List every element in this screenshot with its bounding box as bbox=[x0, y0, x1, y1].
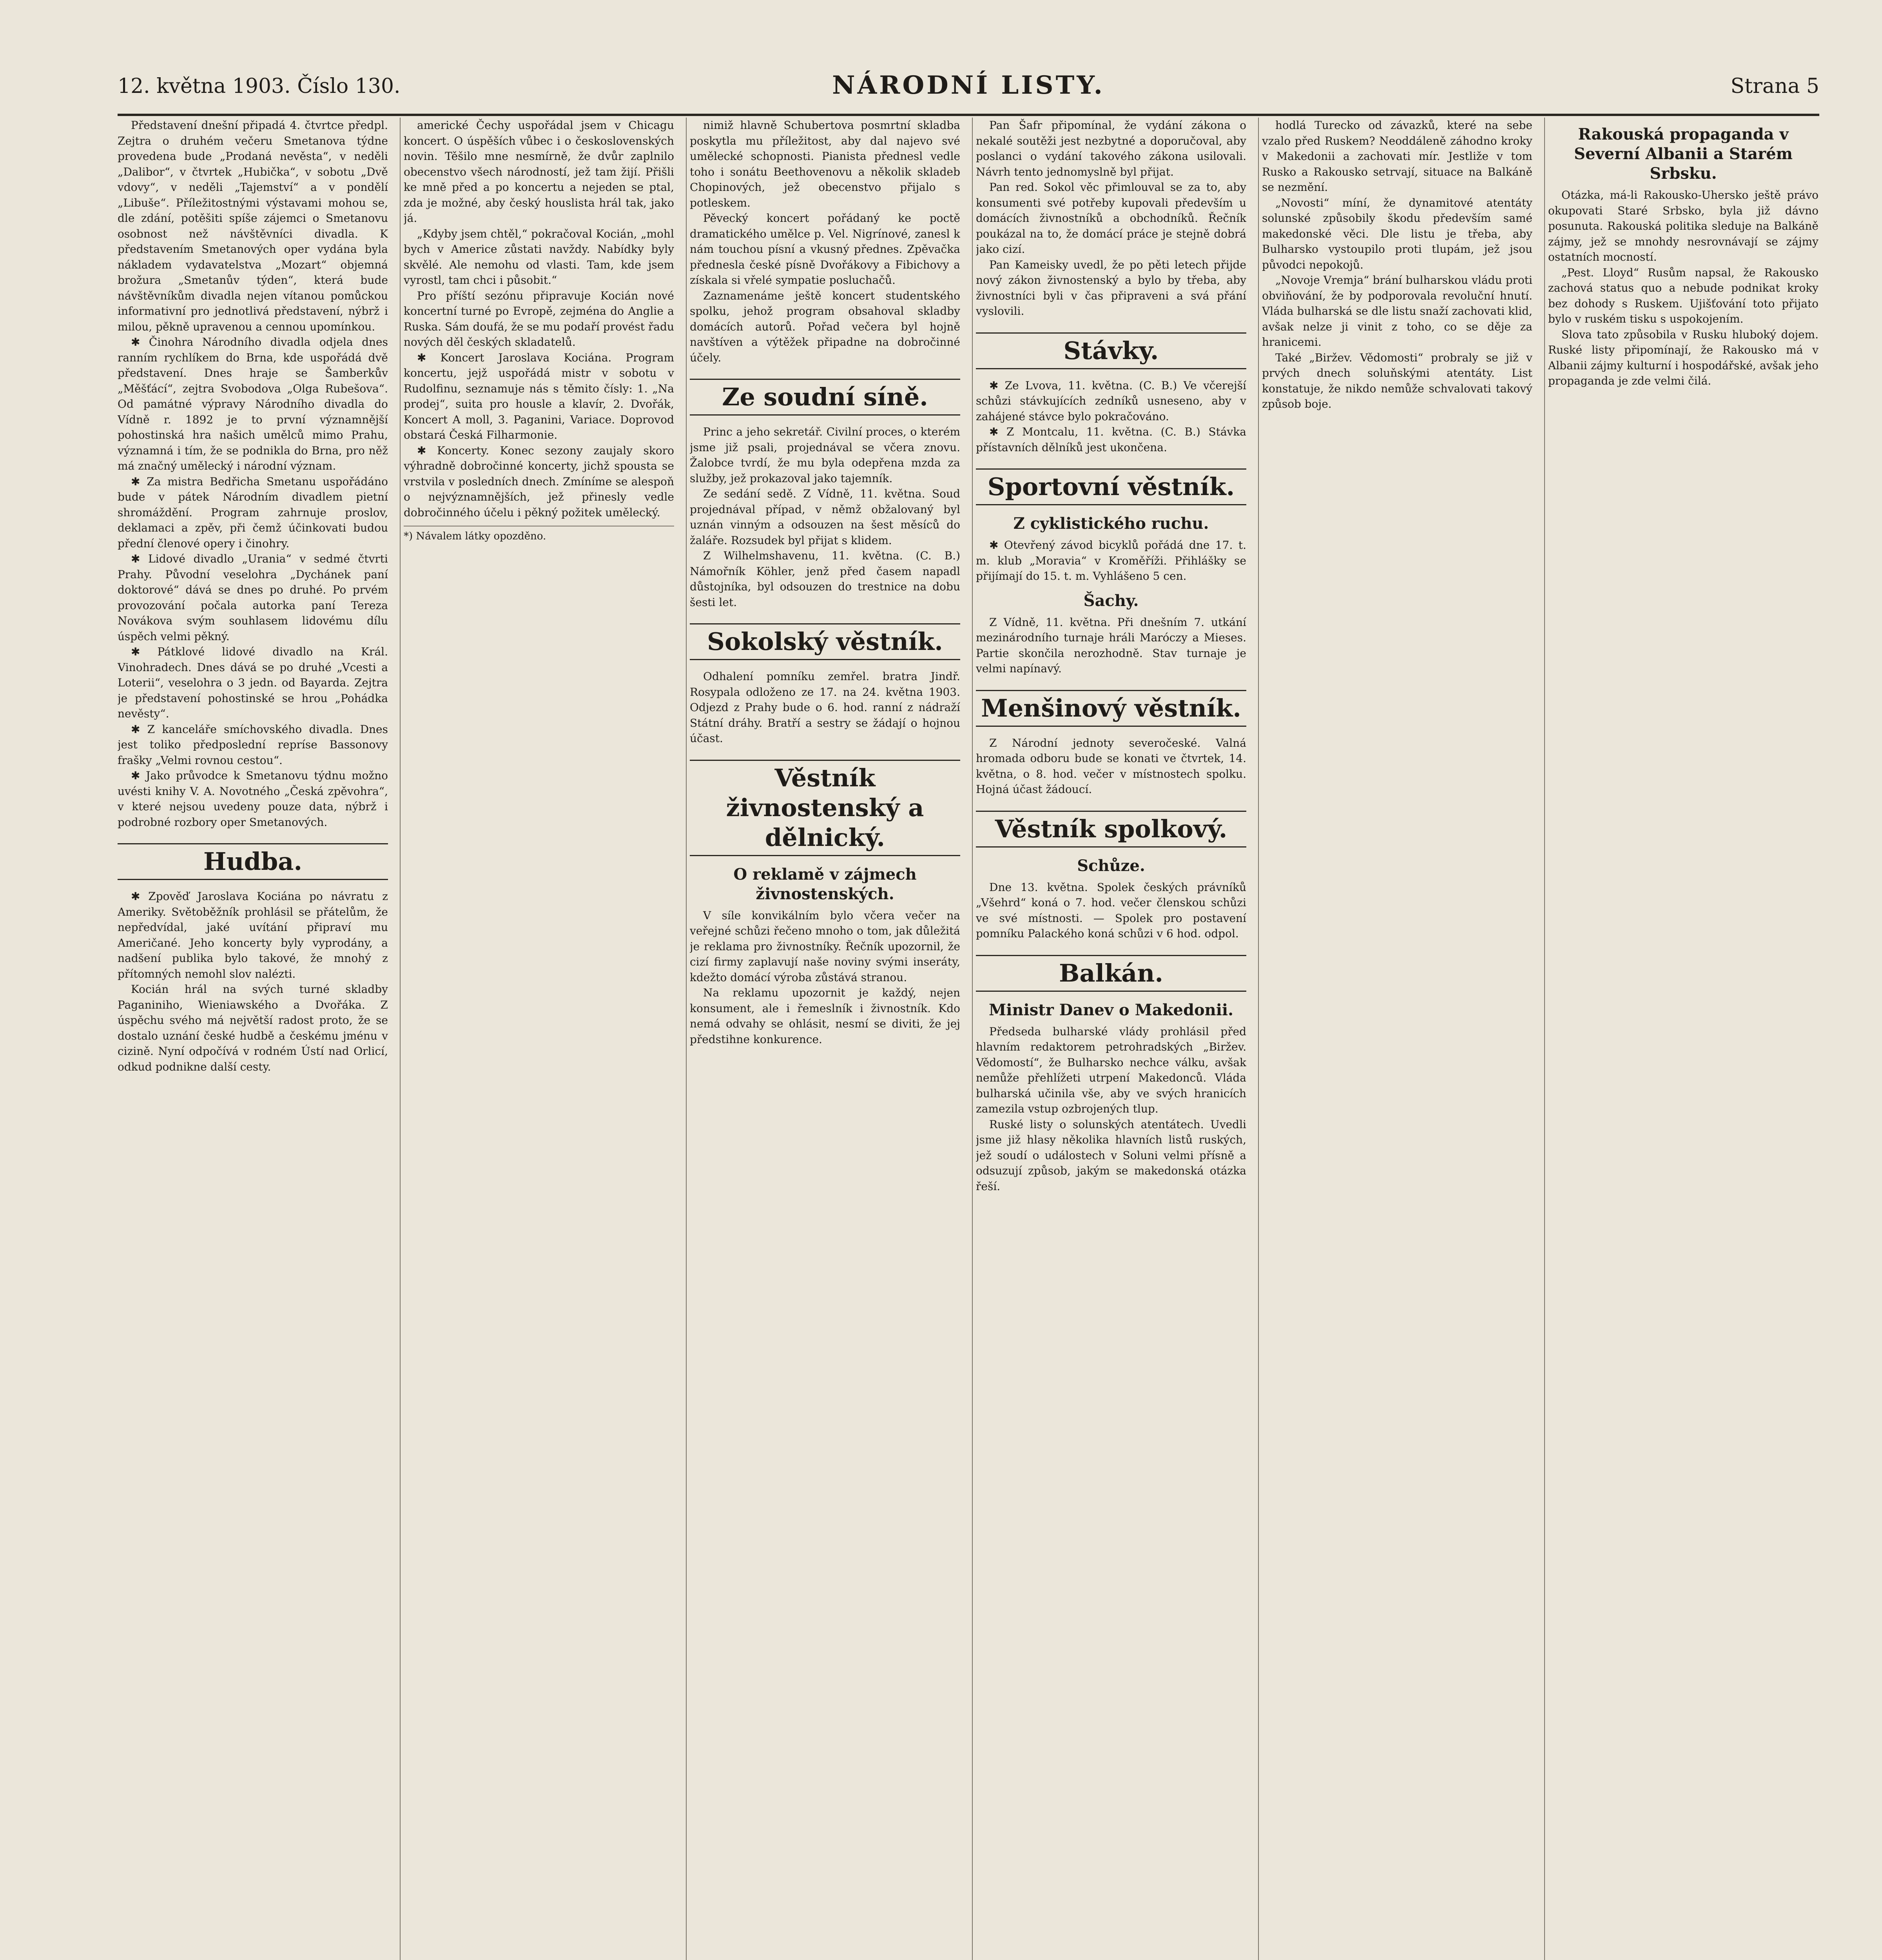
section-heading-zivnost: Věstník živnostenský a dělnický. bbox=[690, 760, 960, 856]
article-paragraph: „Kdyby jsem chtěl,“ pokračoval Kocián, „mohl bych v Americe zůstati navždy. Nabídky byly skvělé. Ale nemohu od vlasti. Tam, kde jsem vyrostl, tam chci i působit.“ bbox=[404, 227, 674, 287]
section-heading-spolky: Věstník spolkový. bbox=[976, 811, 1246, 848]
article-paragraph: Pan Šafr připomínal, že vydání zákona o nekalé soutěži jest nezbytné a doporučoval, aby poslanci o vydání takového zákona usilovali. Návrh tento jednomyslně byl přijat. bbox=[976, 119, 1246, 178]
section-heading-soudni: Ze soudní síně. bbox=[690, 379, 960, 416]
columns bbox=[118, 118, 1819, 1960]
page-number: Strana 5 bbox=[1730, 74, 1819, 98]
article-paragraph: Ze sedání sedě. Z Vídně, 11. května. Soud projednával případ, v němž obžalovaný byl uznán vinným a odsouzen na šest měsíců do žaláře. Rozsudek byl přijat s klidem. bbox=[690, 487, 960, 547]
section-heading-sport: Sportovní věstník. bbox=[976, 468, 1246, 505]
section-heading-balkan: Balkán. bbox=[976, 955, 1246, 992]
article-paragraph: Pan Kameisky uvedl, že po pěti letech přijde nový zákon živnostenský a bylo by třeba, aby živnostníci byli v čas připraveni a svá přání vyslovili. bbox=[976, 258, 1246, 318]
article-paragraph: Pěvecký koncert pořádaný ke poctě dramatického umělce p. Vel. Nigrínové, zanesl k nám touchou písní a vkusný přednes. Zpěvačka přednesla české písně Dvořákovy a Fibichovy a získala si vřelé sympatie posluchačů. bbox=[690, 212, 960, 287]
issue-date: 12. května 1903. Číslo 130. bbox=[118, 74, 401, 98]
column-rule bbox=[1544, 118, 1545, 1960]
article-paragraph: Odhalení pomníku zemřel. bratra Jindř. Rosypala odloženo ze 17. na 24. května 1903. Odjezd z Prahy bude o 6. hod. ranní z nádraží Státní dráhy. Bratří a sestry se žádají o hojnou účast. bbox=[690, 670, 960, 745]
article-paragraph: „Novoje Vremja“ brání bulharskou vládu proti obviňování, že by podporovala revoluční hnutí. Vláda bulharská se dle listu snaží zachovati klid, avšak nelze ji vinit z toho, co se děje za hranicemi. bbox=[1262, 274, 1532, 348]
article-paragraph: Na reklamu upozornit je každý, nejen konsument, ale i řemeslník i živnostník. Kdo nemá odvahy se ohlásit, nesmí se diviti, že jej předstihne konkurence. bbox=[690, 986, 960, 1046]
article-paragraph: Z Vídně, 11. května. Při dnešním 7. utkání mezinárodního turnaje hráli Maróczy a Mieses. Partie skončila nerozhodně. Stav turnaje je velmi napínavý. bbox=[976, 615, 1246, 675]
article-paragraph: Dne 13. května. Spolek českých právníků „Všehrd“ koná o 7. hod. večer členskou schůzi ve své místnosti. — Spolek pro postavení pomníku Palackého koná schůzi v 6 hod. odpol. bbox=[976, 880, 1246, 940]
section-heading-hudba: Hudba. bbox=[118, 843, 388, 880]
column-6 bbox=[1548, 118, 1819, 1960]
article-paragraph: ✱ Lidové divadlo „Urania“ v sedmé čtvrti Prahy. Původní veselohra „Dychánek paní doktorové“ dává se dnes po druhé. Po prvém provozování počala autorka paní Tereza Novákova svým souhlasem lidovému dílu úspěch velmi pěkný. bbox=[118, 552, 388, 643]
section-subheading: Ministr Danev o Makedonii. bbox=[988, 1000, 1234, 1019]
article-paragraph: ✱ Otevřený závod bicyklů pořádá dne 17. t. m. klub „Moravia“ v Kroměříži. Přihlášky se přijímají do 15. t. m. Vyhlášeno 5 cen. bbox=[976, 539, 1246, 583]
column-4 bbox=[976, 118, 1246, 1960]
section-subheading: Rakouská propaganda v Severní Albanii a Starém Srbsku. bbox=[1574, 125, 1793, 183]
column-5 bbox=[1262, 118, 1532, 1960]
column-1 bbox=[118, 118, 388, 1960]
article-paragraph: nimiž hlavně Schubertova posmrtní skladba poskytla mu příležitost, aby dal najevo své umělecké schopnosti. Pianista přednesl vedle toho i sonátu Beethovenovu a několik skladeb Chopinových, jež obecenstvo přijalo s potleskem. bbox=[690, 119, 960, 209]
column-rule bbox=[400, 118, 401, 1960]
column-3 bbox=[690, 118, 960, 1960]
article-paragraph: „Pest. Lloyd“ Rusům napsal, že Rakousko zachová status quo a nebude podnikat kroky bez dohody s Ruskem. Ujišťování toto přijato bylo v ruském tisku s uspokojením. bbox=[1548, 266, 1819, 325]
masthead bbox=[118, 67, 1819, 116]
article-paragraph: Princ a jeho sekretář. Civilní proces, o kterém jsme již psali, projednával se včera znovu. Žalobce tvrdí, že mu byla odepřena mzda za služby, jež prokazoval jako tajemník. bbox=[690, 425, 960, 485]
column-rule bbox=[686, 118, 687, 1960]
article-paragraph: Ruské listy o solunských atentátech. Uvedli jsme již hlasy několika hlavních listů ruských, jež soudí o událostech v Soluni velmi přísně a odsuzují způsob, jakým se makedonská otázka řeší. bbox=[976, 1118, 1246, 1193]
section-heading-sokol: Sokolský věstník. bbox=[690, 623, 960, 660]
article-paragraph: ✱ Koncert Jaroslava Kociána. Program koncertu, jejž uspořádá mistr v sobotu v Rudolfinu, seznamuje nás s těmito čísly: 1. „Na prodej“, suita pro housle a klavír, 2. Dvořák, Koncert A moll, 3. Paganini, Variace. Doprovod obstará Česká Filharmonie. bbox=[404, 351, 674, 441]
newspaper-title: NÁRODNÍ LISTY. bbox=[832, 71, 1105, 100]
article-paragraph: ✱ Činohra Národního divadla odjela dnes ranním rychlíkem do Brna, kde uspořádá dvě představení. Dnes hraje se Šamberkův „Měšťácí“, zejtra Svobodova „Olga Rubešova“. Od památné výpravy Národního divadla do Vídně r. 1892 je to první významnější pohostinská hra našich umělců mimo Prahu, významná i tím, že se podnikla do Brna, pro něž má značný umělecký i národní význam. bbox=[118, 336, 388, 472]
column-2 bbox=[404, 118, 674, 1960]
section-subheading: O reklamě v zájmech živnostenských. bbox=[733, 865, 917, 903]
section-subheading: Schůze. bbox=[1077, 856, 1145, 875]
article-paragraph: Kocián hrál na svých turné skladby Paganiniho, Wieniawského a Dvořáka. Z úspěchu svého má největší radost proto, že se dostalo uznání české hudbě a českému jménu v cizině. Nyní odpočívá v rodném Ústí nad Orlicí, odkud podnikne další cesty. bbox=[118, 983, 388, 1073]
article-paragraph: Otázka, má-li Rakousko-Uhersko ještě právo okupovati Staré Srbsko, byla již dávno posunuta. Rakouská politika sleduje na Balkáně zájmy, jež se mnohdy nesrovnávají se zájmy ostatních mocností. bbox=[1548, 189, 1819, 263]
article-paragraph: ✱ Zpověď Jaroslava Kociána po návratu z Ameriky. Světoběžník prohlásil se přátelům, že nepředvídal, jaké uvítání připraví mu Američané. Jeho koncerty byly vyprodány, a nadšení publika bylo takové, že mnohý z přítomných nemohl slov nalézti. bbox=[118, 890, 388, 980]
article-paragraph: ✱ Ze Lvova, 11. května. (C. B.) Ve včerejší schůzi stávkujících zedníků usneseno, aby v zahájené stávce bylo pokračováno. bbox=[976, 379, 1246, 423]
section-heading-mensiny: Menšinový věstník. bbox=[976, 690, 1246, 727]
article-paragraph: „Novosti“ míní, že dynamitové atentáty solunské způsobily škodu především samé makedonské věci. Dle listu je třeba, aby Bulharsko vystoupilo proti tlupám, jež jsou původci nepokojů. bbox=[1262, 196, 1532, 271]
article-paragraph: ✱ Pátklové lidové divadlo na Král. Vinohradech. Dnes dává se po druhé „Vcesti a Loterii“, veselohra o 3 jedn. od Bayarda. Zejtra je představení pohostinské se hrou „Pohádka nevěsty“. bbox=[118, 645, 388, 720]
article-paragraph: hodlá Turecko od závazků, které na sebe vzalo před Ruskem? Neoddáleně záhodno kroky v Makedonii a zachovati mír. Jestliže v tom Rusko a Rakousko setrvají, situace na Balkáně se nezmění. bbox=[1262, 119, 1532, 194]
article-paragraph: ✱ Za mistra Bedřicha Smetanu uspořádáno bude v pátek Národním divadlem pietní shromáždění. Program zahrnuje proslov, deklamaci a zpěv, při čemž účinkovati budou přední členové opery i činohry. bbox=[118, 475, 388, 550]
article-paragraph: Předseda bulharské vlády prohlásil před hlavním redaktorem petrohradských „Biržev. Vědomostí“, že Bulharsko nechce válku, avšak nemůže přehlížeti utrpení Makedonců. Vláda bulharská učinila vše, aby ve svých hranicích zamezila vstup ozbrojených tlup. bbox=[976, 1025, 1246, 1115]
article-paragraph: V síle konvikálním bylo včera večer na veřejné schůzi řečeno mnoho o tom, jak důležitá je reklama pro živnostníky. Řečník upozornil, že cizí firmy zaplavují naše noviny svými inseráty, kdežto domácí výroba zůstává stranou. bbox=[690, 909, 960, 984]
section-heading-stavky: Stávky. bbox=[976, 332, 1246, 369]
article-paragraph: Představení dnešní připadá 4. čtvrtce předpl. Zejtra o druhém večeru Smetanova týdne provedena bude „Prodaná nevěsta“, v neděli „Dalibor“, v čtvrtek „Hubička“, v sobotu „Dvě vdovy“, v neděli „Tajemství“ a v pondělí „Libuše“. Příležitostnými výstavami mohou se, dle zdání, potěšiti spíše zájemci o Smetanovu osobnost než návštěvníci divadla. K představením Smetanových oper vydána byla nákladem vydavatelstva „Mozart“ objemná brožura „Smetanův týden“, která bude návštěvníkům divadla nejen vítanou pomůckou informativní pro jednotlivá představení, nýbrž i milou, pěkně upravenou a cennou upomínkou. bbox=[118, 119, 388, 333]
article-paragraph: americké Čechy uspořádal jsem v Chicagu koncert. O úspěších vůbec i o československých novin. Těšilo mne nesmírně, že dvůr zaplnilo obecenstvo všech národností, jež tam žijí. Přišli ke mně před a po koncertu a nejeden se ptal, zda je možné, aby český houslista hrál tak, jako já. bbox=[404, 119, 674, 225]
article-paragraph: Pan red. Sokol věc přimlouval se za to, aby konsumenti své potřeby kupovali především u domácích živnostníků a obchodníků. Řečník poukázal na to, že domácí práce je stejně dobrá jako cizí. bbox=[976, 181, 1246, 256]
column-rule bbox=[972, 118, 973, 1960]
section-subheading: Šachy. bbox=[1083, 591, 1139, 610]
article-paragraph: Z Wilhelmshavenu, 11. května. (C. B.) Námořník Köhler, jenž před časem napadl důstojníka, byl odsouzen do trestnice na dobu šesti let. bbox=[690, 549, 960, 609]
article-paragraph: Z Národní jednoty severočeské. Valná hromada odboru bude se konati ve čtvrtek, 14. května, o 8. hod. večer v místnostech spolku. Hojná účast žádoucí. bbox=[976, 736, 1246, 796]
article-paragraph: ✱ Jako průvodce k Smetanovu týdnu možno uvésti knihy V. A. Novotného „Česká zpěvohra“, v které nejsou uvedeny pouze data, nýbrž i podrobné rozbory oper Smetanových. bbox=[118, 769, 388, 829]
article-paragraph: Pro příští sezónu připravuje Kocián nové koncertní turné po Evropě, zejména do Anglie a Ruska. Sám doufá, že se mu podaří provést řadu nových děl českých skladatelů. bbox=[404, 289, 674, 348]
article-paragraph: Slova tato způsobila v Rusku hluboký dojem. Ruské listy připomínají, že Rakousko má v Albanii zájmy kulturní i hospodářské, avšak jeho propaganda je zde velmi čilá. bbox=[1548, 328, 1819, 387]
section-subheading: Z cyklistického ruchu. bbox=[1013, 514, 1209, 533]
column-rule bbox=[1258, 118, 1259, 1960]
article-paragraph: ✱ Koncerty. Konec sezony zaujaly skoro výhradně dobročinné koncerty, jichž spousta se vrstvila v posledních dnech. Zmíníme se alespoň o nejvýznamnějších, jež přinesly vedle dobročinného účelu i pěkný požitek umělecký. bbox=[404, 444, 674, 519]
footnote: *) Návalem látky opozděno. bbox=[404, 526, 674, 544]
article-paragraph: ✱ Z Montcalu, 11. května. (C. B.) Stávka přístavních dělníků jest ukončena. bbox=[976, 425, 1246, 454]
article-paragraph: ✱ Z kanceláře smíchovského divadla. Dnes jest toliko předposlední repríse Bassonovy frašky „Velmi rovnou cestou“. bbox=[118, 722, 388, 767]
article-paragraph: Také „Biržev. Vědomosti“ probraly se již v prvých dnech soluňskými atentáty. List konstatuje, že nikdo nemůže schvalovati takový způsob boje. bbox=[1262, 351, 1532, 410]
article-paragraph: Zaznamenáme ještě koncert studentského spolku, jehož program obsahoval skladby domácích autorů. Pořad večera byl hojně navštíven a výtěžek připadne na dobročinné účely. bbox=[690, 289, 960, 364]
